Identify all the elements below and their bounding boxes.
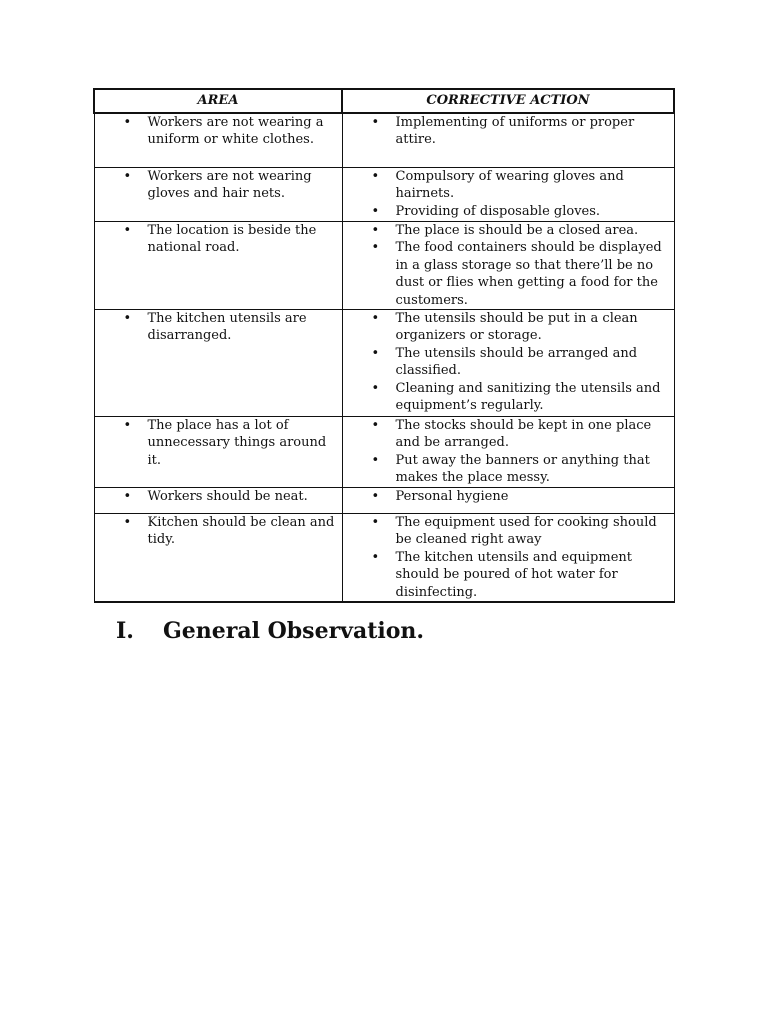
action-item: • Put away the banners or anything that makes the place messy. xyxy=(343,452,674,487)
area-cell xyxy=(94,222,342,310)
action-cell xyxy=(342,514,674,603)
action-cell xyxy=(342,113,674,168)
header-corrective-action: CORRECTIVE ACTION xyxy=(342,89,674,113)
area-item: • The location is beside the national road. xyxy=(95,222,342,257)
action-item: • The food containers should be displayed in a glass storage so that there’ll be no dust or flies when getting a food for the customers. xyxy=(343,239,674,309)
action-cell xyxy=(342,310,674,417)
action-item: • Cleaning and sanitizing the utensils and equipment’s regularly. xyxy=(343,380,674,415)
area-cell xyxy=(94,168,342,222)
area-cell xyxy=(94,417,342,488)
area-cell xyxy=(94,310,342,417)
table-header-row xyxy=(94,89,674,113)
action-cell xyxy=(342,488,674,514)
action-cell xyxy=(342,222,674,310)
header-area: AREA xyxy=(94,89,342,113)
action-item: • The kitchen utensils and equipment should be poured of hot water for disinfecting. xyxy=(343,549,674,601)
table-row xyxy=(94,488,674,514)
section-number: I. xyxy=(116,618,134,644)
action-cell xyxy=(342,168,674,222)
action-item: • Personal hygiene xyxy=(343,488,674,505)
section-title: General Observation. xyxy=(163,618,425,644)
action-item: • Providing of disposable gloves. xyxy=(343,203,674,220)
area-item: • Workers should be neat. xyxy=(95,488,342,505)
action-item: • Implementing of uniforms or proper attire. xyxy=(343,114,674,149)
area-item: • The kitchen utensils are disarranged. xyxy=(95,310,342,345)
action-item: • The equipment used for cooking should be cleaned right away xyxy=(343,514,674,549)
action-item: • The stocks should be kept in one place and be arranged. xyxy=(343,417,674,452)
area-cell xyxy=(94,514,342,603)
area-cell xyxy=(94,488,342,514)
area-item: • Workers are not wearing a uniform or white clothes. xyxy=(95,114,342,149)
area-item: • Workers are not wearing gloves and hair nets. xyxy=(95,168,342,203)
area-cell xyxy=(94,113,342,168)
action-item: • The utensils should be arranged and classified. xyxy=(343,345,674,380)
action-item: • Compulsory of wearing gloves and hairnets. xyxy=(343,168,674,203)
table-row xyxy=(94,113,674,168)
area-item: • The place has a lot of unnecessary things around it. xyxy=(95,417,342,469)
action-item: • The place is should be a closed area. xyxy=(343,222,674,239)
corrective-action-table xyxy=(93,88,675,603)
area-item: • Kitchen should be clean and tidy. xyxy=(95,514,342,549)
table-row xyxy=(94,310,674,417)
table-row xyxy=(94,417,674,488)
section-heading xyxy=(116,618,424,644)
action-item: • The utensils should be put in a clean organizers or storage. xyxy=(343,310,674,345)
table-row xyxy=(94,168,674,222)
table-row xyxy=(94,514,674,603)
table-row xyxy=(94,222,674,310)
action-cell xyxy=(342,417,674,488)
